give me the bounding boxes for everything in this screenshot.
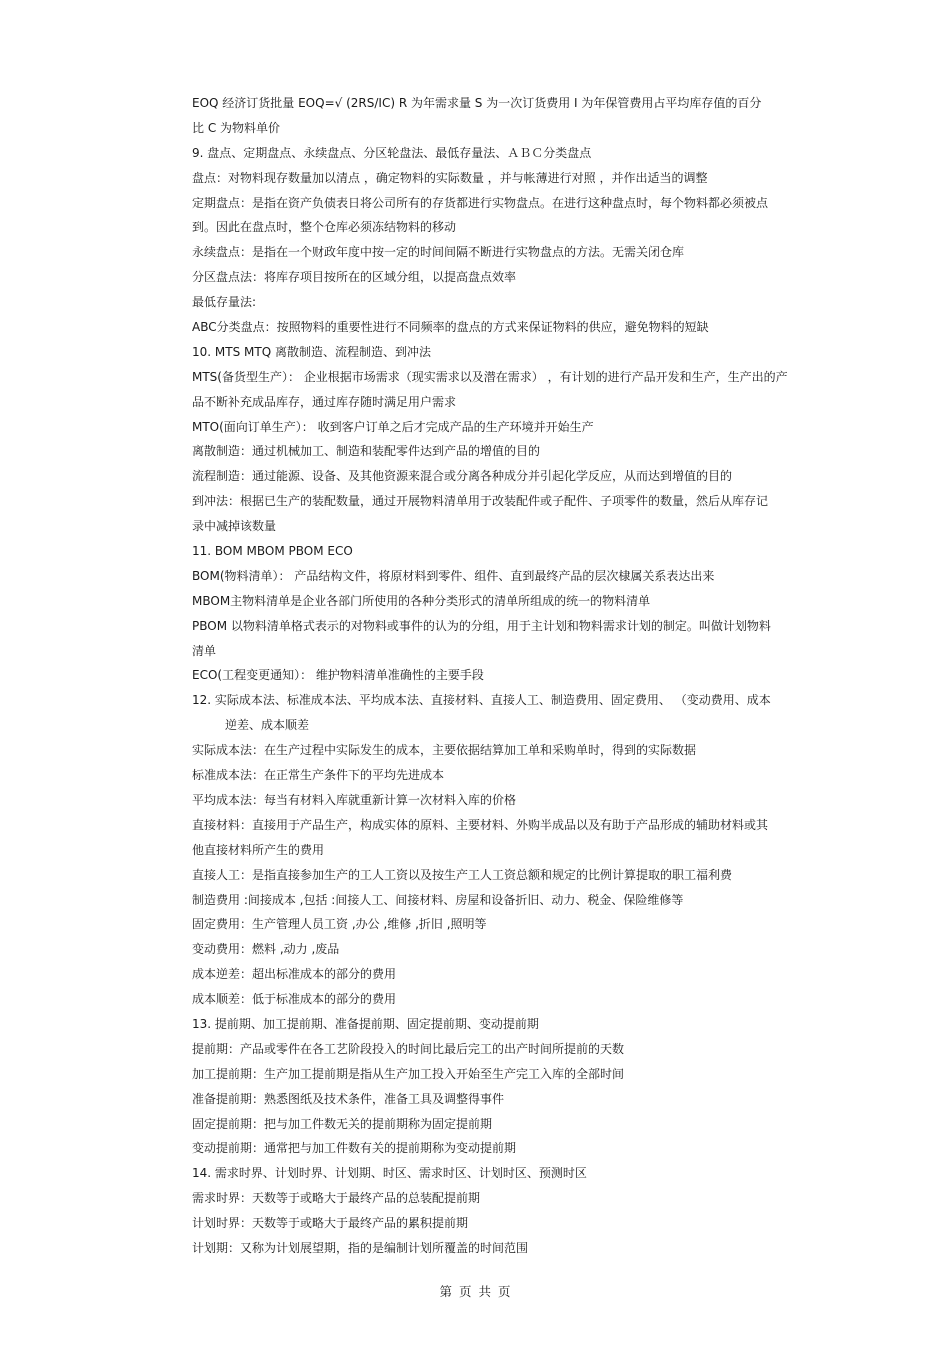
text-line: PBOM 以物料清单格式表示的对物料或事件的认为的分组，用于主计划和物料需求计划的制定。叫做计划物料	[192, 618, 771, 633]
text-line: 平均成本法：每当有材料入库就重新计算一次材料入库的价格	[192, 792, 517, 807]
text-line: 成本逆差：超出标准成本的部分的费用	[192, 967, 397, 982]
document-body	[192, 91, 882, 1261]
page-footer: 第 页 共 页	[439, 1284, 511, 1299]
text-line: 12. 实际成本法、标准成本法、平均成本法、直接材料、直接人工、制造费用、固定费用、 （变动费用、成本	[192, 693, 771, 708]
text-line: BOM(物料清单）： 产品结构文件，将原材料到零件、组件、直到最终产品的层次棣属关系表达出来	[192, 568, 715, 583]
text-line: 最低存量法:	[192, 295, 257, 310]
text-line: 永续盘点：是指在一个财政年度中按一定的时间间隔不断进行实物盘点的方法。无需关闭仓库	[192, 245, 685, 260]
text-line: ABC分类盘点：按照物料的重要性进行不同频率的盘点的方式来保证物料的供应，避免物料的短缺	[192, 320, 709, 335]
text-line: 成本顺差：低于标准成本的部分的费用	[192, 992, 397, 1007]
text-line: 他直接材料所产生的费用	[192, 842, 325, 857]
text-line: 实际成本法：在生产过程中实际发生的成本，主要依据结算加工单和采购单时，得到的实际数据	[192, 743, 697, 758]
text-line: 13. 提前期、加工提前期、准备提前期、固定提前期、变动提前期	[192, 1016, 539, 1031]
text-line: 清单	[192, 643, 217, 658]
text-line: 需求时界：天数等于或略大于最终产品的总装配提前期	[192, 1191, 481, 1206]
text-line: 固定提前期：把与加工件数无关的提前期称为固定提前期	[192, 1116, 493, 1131]
text-line: 离散制造：通过机械加工、制造和装配零件达到产品的增值的目的	[192, 444, 541, 459]
text-line: 比 C 为物料单价	[192, 120, 281, 135]
text-line: 计划期：又称为计划展望期，指的是编制计划所覆盖的时间范围	[192, 1240, 529, 1255]
text-line: 到冲法：根据已生产的装配数量，通过开展物料清单用于改装配件或子配件、子项零件的数量，然后从库存记	[192, 494, 769, 509]
text-line: 直接材料：直接用于产品生产，构成实体的原料、主要材料、外购半成品以及有助于产品形成的辅助材料或其	[192, 817, 769, 832]
text-line: MBOM主物料清单是企业各部门所使用的各种分类形式的清单所组成的统一的物料清单	[192, 593, 651, 608]
text-line: 分区盘点法：将库存项目按所在的区域分组，以提高盘点效率	[192, 270, 517, 285]
text-line: MTO(面向订单生产）： 收到客户订单之后才完成产品的生产环境并开始生产	[192, 419, 594, 434]
text-line: 录中减掉该数量	[192, 519, 277, 534]
text-line: EOQ 经济订货批量 EOQ=√ (2RS/IC) R 为年需求量 S 为一次订货费用 I 为年保管费用占平均库存值的百分	[192, 96, 762, 110]
text-line: 固定费用：生产管理人员工资 ,办公 ,维修 ,折旧 ,照明等	[192, 917, 487, 932]
text-line: 准备提前期：熟悉图纸及技术条件，准备工具及调整得事件	[192, 1091, 505, 1106]
text-line: 标准成本法：在正常生产条件下的平均先进成本	[192, 768, 445, 783]
text-line: MTS(备货型生产）： 企业根据市场需求（现实需求以及潜在需求） ，有计划的进行产品开发和生产，生产出的产	[192, 369, 788, 384]
text-line: 提前期：产品或零件在各工艺阶段投入的时间比最后完工的出产时间所提前的天数	[192, 1041, 625, 1056]
text-line: 10. MTS MTQ 离散制造、流程制造、到冲法	[192, 344, 431, 359]
text-line: 到。因此在盘点时，整个仓库必须冻结物料的移动	[192, 220, 457, 235]
text-line: 14. 需求时界、计划时界、计划期、时区、需求时区、计划时区、预测时区	[192, 1166, 587, 1181]
text-line: 加工提前期：生产加工提前期是指从生产加工投入开始至生产完工入库的全部时间	[192, 1066, 625, 1081]
text-line: 计划时界：天数等于或略大于最终产品的累积提前期	[192, 1216, 469, 1231]
text-line: 11. BOM MBOM PBOM ECO	[192, 544, 353, 559]
text-line: 直接人工：是指直接参加生产的工人工资以及按生产工人工资总额和规定的比例计算提取的职工福利费	[192, 867, 733, 882]
text-line: 9. 盘点、定期盘点、永续盘点、分区轮盘法、最低存量法、ＡＢＣ分类盘点	[192, 145, 592, 160]
text-line: 盘点：对物料现存数量加以清点 ，确定物料的实际数量 ，并与帐薄进行对照 ，并作出适当的调整	[192, 170, 708, 185]
text-line: 变动提前期：通常把与加工件数有关的提前期称为变动提前期	[192, 1141, 517, 1156]
text-line: 定期盘点：是指在资产负债表日将公司所有的存货都进行实物盘点。在进行这种盘点时，每个物料都必须被点	[192, 195, 769, 210]
text-line: 流程制造：通过能源、设备、及其他资源来混合或分离各种成分并引起化学反应，从而达到增值的目的	[192, 469, 733, 484]
text-line: 制造费用 :间接成本 ,包括 :间接人工、间接材料、房屋和设备折旧、动力、税金、保险维修等	[192, 892, 684, 907]
text-line: 品不断补充成品库存，通过库存随时满足用户需求	[192, 394, 457, 409]
text-line: 逆差、成本顺差	[225, 718, 310, 733]
text-line: ECO(工程变更通知）： 维护物料清单准确性的主要手段	[192, 668, 484, 683]
text-line: 变动费用：燃料 ,动力 ,废品	[192, 942, 340, 957]
